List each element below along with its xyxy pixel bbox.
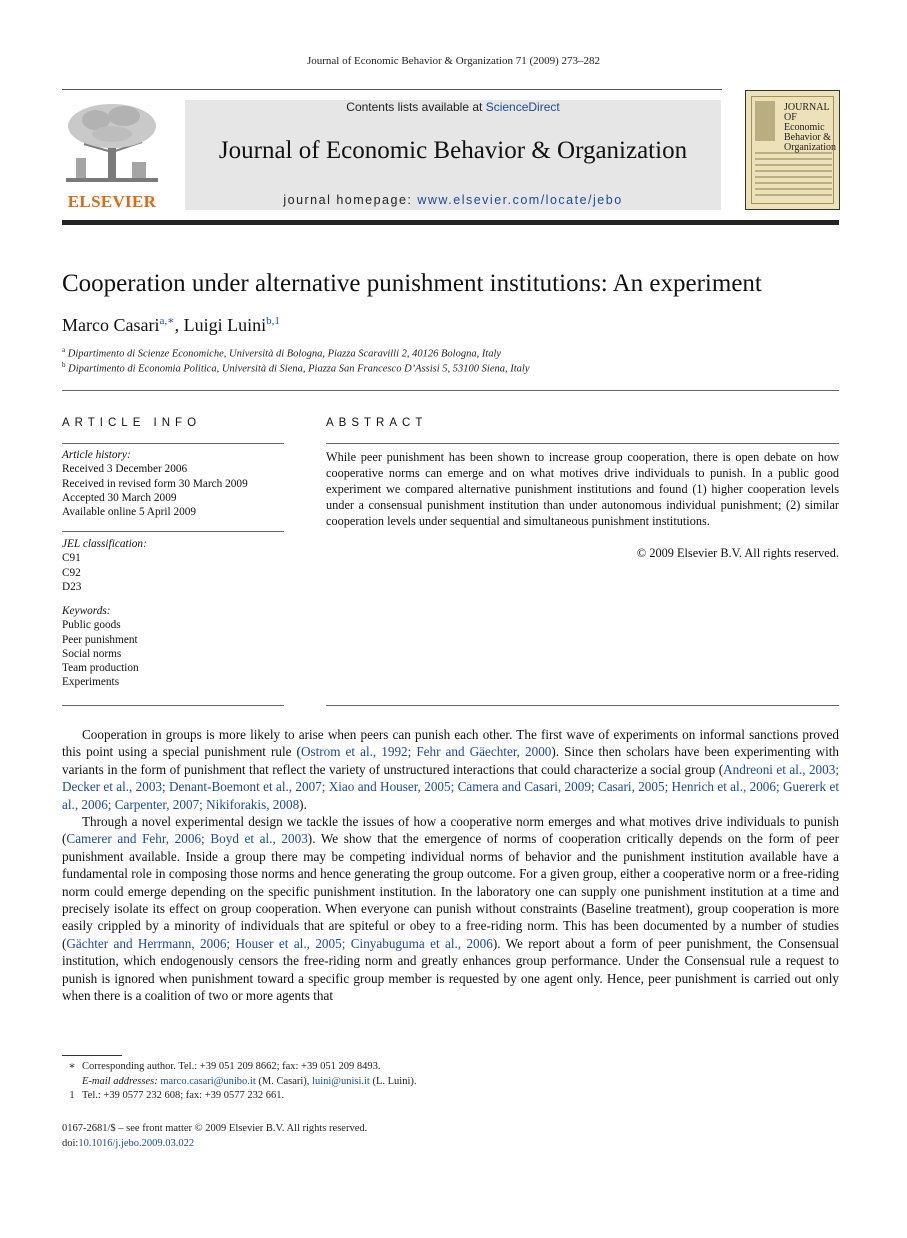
footnote-emails: E-mail addresses: marco.casari@unibo.it (M. Casari), luini@unisi.it (L. Luini). xyxy=(82,1075,417,1087)
author-affiliation-mark[interactable]: b,1 xyxy=(266,315,280,327)
body-paragraph xyxy=(62,813,839,1004)
body-text-run: ). We report about a form of peer punishment, the Consensual institution, which endogenously censors the free-riding norm and greatly enhances group performance. Under the Consensual rule a request to punish is ignored when punishment toward a specific group member is requested by one agent only. Hence, peer punishment is carried out only when there is a coalition of two or more agents that xyxy=(62,935,839,1004)
citation-link[interactable]: Andreoni et al., 2003; Decker et al., 2003; Denant-Boemont et al., 2007; Xiao and Houser, 2005; Camera and Casari, 2009; Casari, 2005; Henrich et al., 2006; Guererk et al., 2006; Carpenter, 2007; Nikiforakis, 2008 xyxy=(62,761,839,812)
journal-banner xyxy=(185,100,721,210)
history-item: Received 3 December 2006 xyxy=(62,463,188,476)
abstract-bottom-rule xyxy=(326,705,839,706)
elsevier-logo[interactable] xyxy=(62,100,162,212)
article-info-bottom-rule xyxy=(62,705,284,706)
author-list: Marco Casari$^{a,∗}$, Luigi Luini$^{b,1}$ xyxy=(62,315,280,335)
history-item: Received in revised form 30 March 2009 xyxy=(62,477,248,490)
cover-frame xyxy=(751,96,837,204)
running-head: Journal of Economic Behavior & Organization 71 (2009) 273–282 xyxy=(306,55,601,67)
body-text xyxy=(62,726,839,1005)
jel-code: D23 xyxy=(62,580,82,593)
abstract-rule xyxy=(326,443,839,444)
cover-title: JOURNAL OF Economic Behavior & Organization xyxy=(784,102,837,153)
citation-link[interactable]: Ostrom et al., 1992; Fehr and Gäechter, 2000 xyxy=(300,744,552,760)
article-title: Cooperation under alternative punishment institutions: An experiment xyxy=(62,270,762,297)
front-matter-rule xyxy=(62,390,839,391)
homepage-link[interactable]: www.elsevier.com/locate/jebo xyxy=(417,193,623,207)
body-text-run: ). xyxy=(299,796,307,812)
citation-link[interactable]: Gächter and Herrmann, 2006; Houser et al., 2005; Cinyabuguma et al., 2006 xyxy=(66,935,493,951)
body-paragraph xyxy=(62,726,839,813)
footnotes xyxy=(62,1060,839,1104)
journal-homepage: journal homepage: www.elsevier.com/locate/jebo xyxy=(283,193,623,207)
body-text-run: Through a novel experimental design we tackle the issues of how a cooperative norm emerges and what motives drive individuals to punish ( xyxy=(62,814,839,847)
jel-code: C91 xyxy=(62,552,81,565)
keyword: Social norms xyxy=(62,647,122,660)
body-text-run: Cooperation in groups is more likely to arise when peers can punish each other. The first wave of experiments on informal sanctions proved this point using a special punishment rule ( xyxy=(62,727,839,760)
affiliation-a: $^a$ Dipartimento di Scienze Economiche, Università di Bologna, Piazza Scaravilli 2, 40126 Bologna, Italy xyxy=(62,346,502,360)
abstract-text: While peer punishment has been shown to increase group cooperation, there is open debate on how cooperative norms can emerge and on what motives drive individuals to punish. In a public good experiment we compared alternative punishment institutions and found (1) higher cooperation levels under a consensual punishment institution than under autonomous individual punishment; (2) similar cooperation levels under sequential and simultaneous punishment institutions. xyxy=(326,450,839,528)
footnote-rule xyxy=(62,1055,122,1056)
citation-link[interactable]: Camerer and Fehr, 2006; Boyd et al., 2003 xyxy=(66,831,308,847)
author-name: Marco Casari xyxy=(62,315,160,335)
issn-line: 0167-2681/$ – see front matter © 2009 Elsevier B.V. All rights reserved. xyxy=(62,1123,368,1134)
issn-doi-block xyxy=(62,1122,367,1151)
doi-link[interactable]: 10.1016/j.jebo.2009.03.022 xyxy=(78,1137,195,1149)
keyword: Peer punishment xyxy=(62,633,138,646)
history-item: Available online 5 April 2009 xyxy=(62,506,197,519)
keyword: Team production xyxy=(62,662,139,675)
publisher-name: ELSEVIER xyxy=(67,192,157,211)
contents-line: Contents lists available at ScienceDirect xyxy=(346,100,560,114)
author-affiliation-mark[interactable]: a,∗ xyxy=(159,315,175,327)
keywords: Keywords: Public goods Peer punishment Social norms Team production Experiments xyxy=(62,604,284,690)
email-link[interactable]: marco.casari@unibo.it xyxy=(160,1075,256,1087)
keyword: Experiments xyxy=(62,676,120,689)
history-rule xyxy=(62,531,284,532)
jel-classification: JEL classification: C91 C92 D23 xyxy=(62,537,284,594)
body-text-run: ). We show that the emergence of norms of cooperation critically depends on the form of peer punishment available. Inside a group there may be competing individual norms of behavior and the punishment institution available have a fundamental role in composing those norms and hence generating the group outcome. For a given group, either a cooperative norm or a free-riding norm could emerge depending on the specific punishment institution. In the laboratory one can supply one punishment institution at a time and precisely isolate its effect on group cooperation. When everyone can punish without constraints (Baseline treatment), group cooperation is more easily crippled by a minority of individuals that are spiteful or obey to a free-riding norm. This has been documented by a number of studies ( xyxy=(62,831,839,951)
history-item: Accepted 30 March 2009 xyxy=(62,491,177,504)
keyword: Public goods xyxy=(62,619,121,632)
article-info-heading: ARTICLE INFO xyxy=(62,417,202,429)
journal-title: Journal of Economic Behavior & Organization xyxy=(218,137,688,164)
masthead-rule xyxy=(62,220,839,225)
footnote-corresponding: ∗ Corresponding author. Tel.: +39 051 209 8662; fax: +39 051 209 8493. xyxy=(68,1061,381,1072)
article-history: Article history: Received 3 December 2006 Received in revised form 30 March 2009 Accepted 30 March 2009 Available online 5 April 2009 xyxy=(62,448,284,519)
abstract-copyright: © 2009 Elsevier B.V. All rights reserved. xyxy=(636,546,839,560)
tree-emblem-icon xyxy=(62,100,162,188)
email-link[interactable]: luini@unisi.it xyxy=(312,1075,370,1087)
author-name: Luigi Luini xyxy=(183,315,267,335)
jel-code: C92 xyxy=(62,566,81,579)
sciencedirect-link[interactable]: ScienceDirect xyxy=(485,100,560,114)
affiliation-b: $^b$ Dipartimento di Economia Politica, Università di Siena, Piazza San Francesco D’Assisi 5, 53100 Siena, Italy xyxy=(62,361,530,375)
footnote-telephone: 1 Tel.: +39 0577 232 608; fax: +39 0577 232 661. xyxy=(69,1090,285,1101)
article-info-rule xyxy=(62,443,284,444)
header-rule xyxy=(62,89,722,90)
doi-line: doi:10.1016/j.jebo.2009.03.022 xyxy=(62,1137,195,1149)
body-text-run: ). Since then scholars have been experimenting with variants in the form of punishment that reflect the variety of unstructured interactions that could characterize a social group ( xyxy=(62,744,840,777)
abstract-heading: ABSTRACT xyxy=(326,417,428,429)
journal-cover-thumbnail xyxy=(745,90,840,210)
